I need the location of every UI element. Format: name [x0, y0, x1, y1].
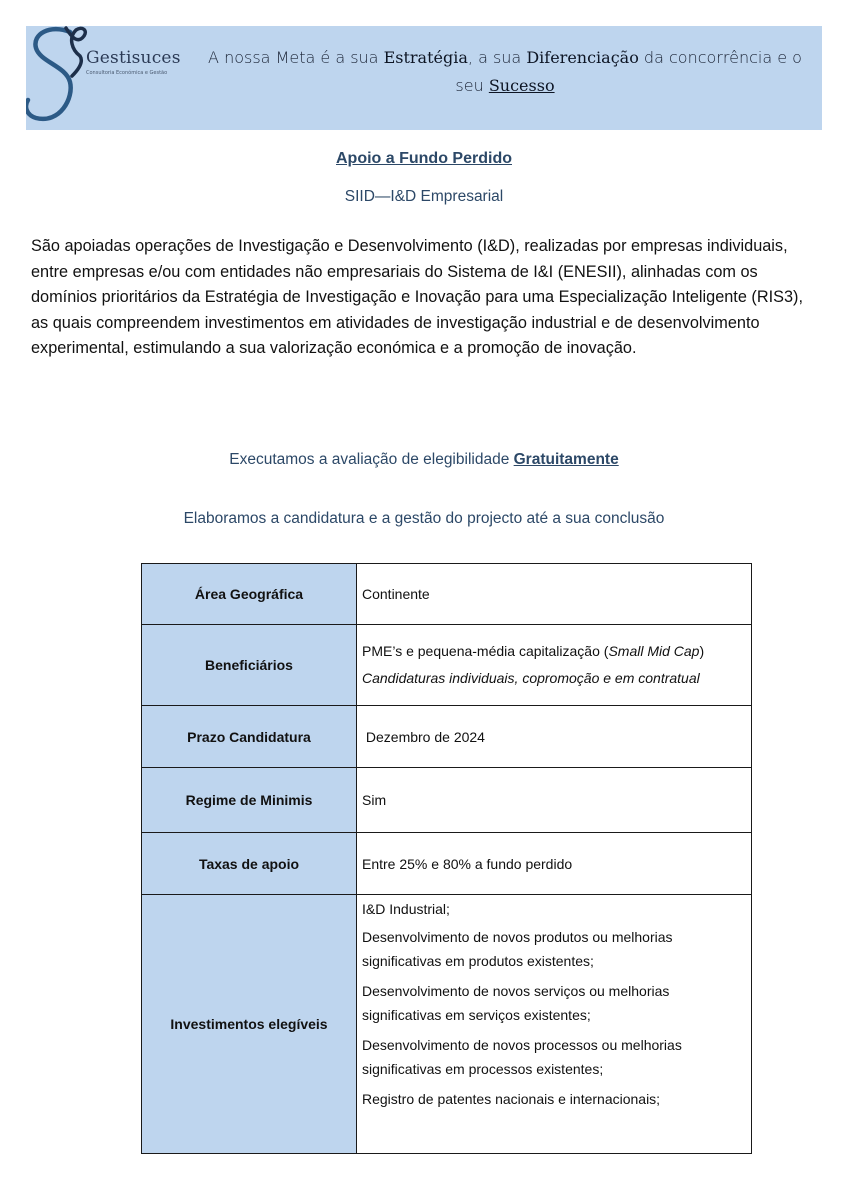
row-label: Investimentos elegíveis: [142, 895, 357, 1154]
intro-paragraph: São apoiadas operações de Investigação e Desenvolvimento (I&D), realizadas por empresas individuais, entre empresas e/ou com entidades não empresariais do Sistema de I&I (ENESII), alinhadas com os domínios prioritários da Estratégia de Investigação e Inovação para uma Especialização Inteligente (RIS3), as quais compreendem investimentos em atividades de investigação industrial e de desenvolvimento experimental, estimulando a sua valorização económica e a promoção de inovação.: [31, 237, 803, 358]
row-value: Sim: [357, 768, 752, 833]
row-label: Regime de Minimis: [142, 768, 357, 833]
row-label: Beneficiários: [142, 625, 357, 706]
beneficiaries-text: ): [699, 643, 705, 659]
row-value: Dezembro de 2024: [357, 706, 752, 768]
row-value: [357, 895, 752, 1154]
slogan-keyword: Diferenciação: [526, 48, 639, 67]
table-row: [142, 895, 752, 1154]
investments-list: [362, 895, 751, 1131]
row-label: Prazo Candidatura: [142, 706, 357, 768]
row-value: [357, 625, 752, 706]
table-row: [142, 706, 752, 768]
list-item: I&D Industrial;: [362, 901, 450, 917]
page-subtitle: SIID—I&D Empresarial: [344, 188, 504, 205]
row-value: Entre 25% e 80% a fundo perdido: [357, 833, 752, 895]
slogan: [194, 44, 816, 100]
list-item: Desenvolvimento de novos serviços ou melhorias significativas em serviços existentes;: [362, 983, 670, 1023]
beneficiaries-text: PME’s e pequena-média capitalização (: [362, 643, 609, 659]
logo-tagline: Consultoria Económica e Gestão: [86, 70, 168, 76]
logo-name: Gestisuces: [86, 48, 181, 68]
table-row: [142, 564, 752, 625]
company-logo: [26, 26, 206, 130]
table-row: [142, 625, 752, 706]
slogan-keyword: Sucesso: [488, 76, 555, 95]
header-band: [26, 26, 822, 130]
program-info-table: [141, 563, 752, 1154]
slogan-part: da concorrência e o seu: [455, 48, 802, 95]
slogan-part: A nossa Meta é a sua: [208, 48, 384, 67]
list-item: Registro de patentes nacionais e internacionais;: [362, 1091, 661, 1107]
row-value: Continente: [357, 564, 752, 625]
evaluation-highlight: Gratuitamente: [513, 451, 619, 468]
evaluation-line: [0, 451, 848, 469]
page-title: Apoio a Fundo Perdido: [336, 150, 512, 167]
row-label: Área Geográfica: [142, 564, 357, 625]
beneficiaries-line-1: [362, 642, 751, 661]
beneficiaries-italic: Small Mid Cap: [608, 643, 700, 659]
slogan-keyword: Estratégia: [383, 48, 468, 67]
logo-s-mark-icon: [26, 26, 126, 130]
evaluation-text: Executamos a avaliação de elegibilidade: [229, 451, 514, 468]
list-item: Desenvolvimento de novos produtos ou melhorias significativas em produtos existentes;: [362, 929, 673, 969]
row-label: Taxas de apoio: [142, 833, 357, 895]
table-row: [142, 833, 752, 895]
list-item: Desenvolvimento de novos processos ou melhorias significativas em processos existentes;: [362, 1037, 682, 1077]
beneficiaries-line-2: Candidaturas individuais, copromoção e em contratual: [362, 670, 700, 686]
elaboration-line: Elaboramos a candidatura e a gestão do projecto até a sua conclusão: [183, 510, 665, 527]
table-row: [142, 768, 752, 833]
slogan-part: , a sua: [467, 48, 527, 67]
